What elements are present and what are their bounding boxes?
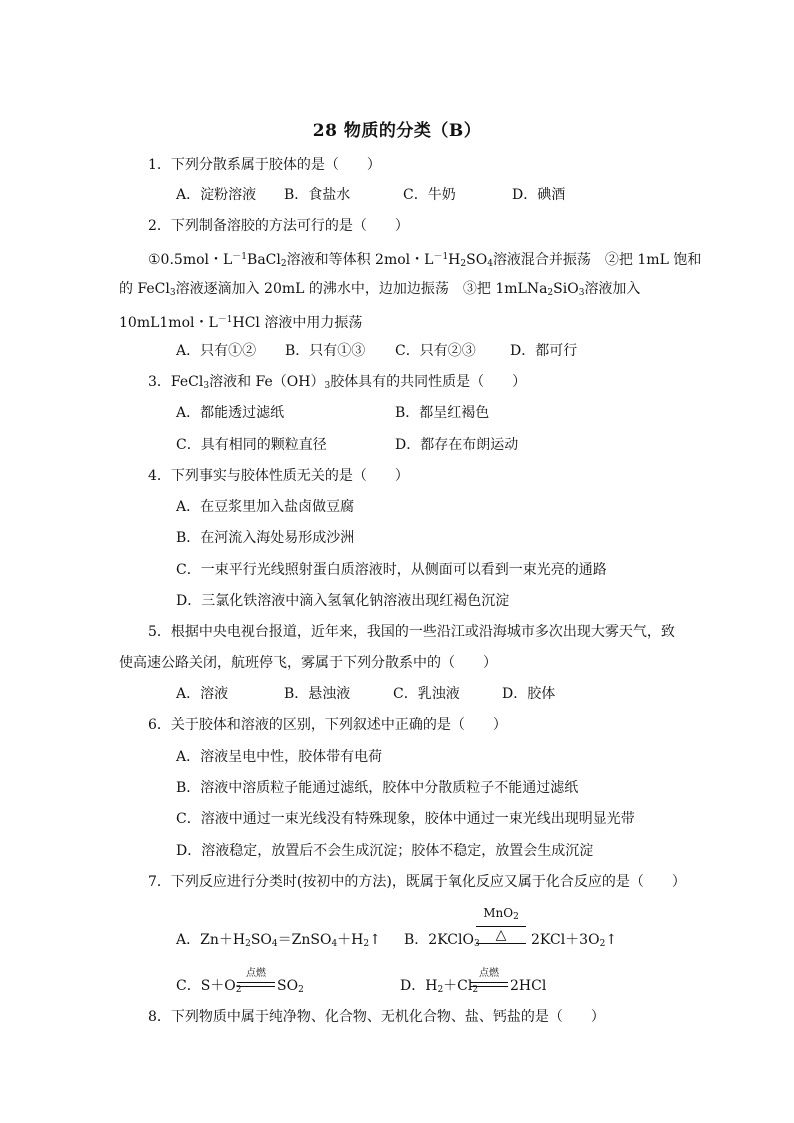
question-7-stem: 7．下列反应进行分类时(按初中的方法)，既属于氧化反应又属于化合反应的是（ ）: [148, 874, 686, 890]
question-7-option-b-product: $2KCl+3O_2↑$: [531, 932, 618, 949]
question-7-option-c-reactant: C．$S+O_2$: [176, 978, 242, 995]
question-7-option-d-product: 2HCl: [510, 978, 547, 994]
question-4-option-d: D．三氯化铁溶液中滴入氢氧化钠溶液出现红褐色沉淀: [176, 593, 510, 609]
question-6-option-c: C．溶液中通过一束光线没有特殊现象，胶体中通过一束光线出现明显光带: [176, 811, 635, 827]
question-7-option-b-heat-symbol: △: [495, 927, 507, 943]
question-7-option-d-bar-bottom: [470, 986, 508, 987]
question-2-line-1: ①0.5mol・$L^{-1}BaCl_2$溶液和等体积 2mol・$L^{-1}H_2SO_4$溶液混合并振荡 ②把 1mL 饱和: [148, 252, 702, 269]
question-5-option-b: B．悬浊液: [284, 686, 351, 702]
question-5-stem-line-1: 5．根据中央电视台报道，近年来，我国的一些沿江或沿海城市多次出现大雾天气，致: [148, 624, 675, 640]
question-3-option-d: D．都存在布朗运动: [395, 437, 519, 453]
question-4-option-c: C．一束平行光线照射蛋白质溶液时，从侧面可以看到一束光亮的通路: [176, 562, 607, 578]
question-7-option-c-condition: 点燃: [246, 968, 266, 979]
question-5-option-a: A．溶液: [176, 686, 229, 702]
question-2-option-d: D．都可行: [510, 343, 578, 359]
question-2-option-a: A．只有①②: [176, 343, 257, 359]
question-7-option-d-reactant: D．$H_2+Cl_2$: [400, 978, 479, 995]
question-3-option-b: B．都呈红褐色: [395, 405, 490, 421]
question-4-option-b: B．在河流入海处易形成沙洲: [176, 530, 355, 546]
question-1-option-a: A．淀粉溶液: [176, 187, 257, 203]
question-3-stem: 3．FeCl$_3$溶液和 $Fe(OH)_3$胶体具有的共同性质是（ ）: [148, 374, 527, 391]
question-2-option-b: B．只有①③: [285, 343, 366, 359]
question-8-stem: 8．下列物质中属于纯净物、化合物、无机化合物、盐、钙盐的是（ ）: [148, 1009, 605, 1025]
question-4-option-a: A．在豆浆里加入盐卤做豆腐: [176, 499, 355, 515]
question-6-stem: 6．关于胶体和溶液的区别，下列叙述中正确的是（ ）: [148, 717, 507, 733]
question-5-stem-line-2: 使高速公路关闭，航班停飞，雾属于下列分散系中的（ ）: [119, 655, 497, 671]
question-7-option-d-bar-top: [470, 982, 508, 983]
question-3-option-a: A．都能透过滤纸: [176, 405, 285, 421]
question-5-option-c: C．乳浊液: [393, 686, 460, 702]
question-7-option-b-catalyst: MnO$_2$: [483, 906, 519, 922]
question-7-option-c-bar-top: [237, 982, 275, 983]
question-7-option-c-bar-bottom: [237, 986, 275, 987]
question-7-option-c-product: $SO_2$: [277, 978, 304, 995]
question-6-option-b: B．溶液中溶质粒子能通过滤纸，胶体中分散质粒子不能通过滤纸: [176, 780, 579, 796]
question-2-line-3: 10mL1mol・$L^{-1}HCl$ 溶液中用力振荡: [119, 315, 363, 331]
question-7-option-d-condition: 点燃: [479, 968, 499, 979]
question-4-stem: 4．下列事实与胶体性质无关的是（ ）: [148, 468, 409, 484]
question-6-option-a: A．溶液呈电中性，胶体带有电荷: [176, 749, 383, 765]
question-2-option-c: C．只有②③: [395, 343, 476, 359]
question-1-option-c: C．牛奶: [403, 187, 456, 203]
question-7-option-b-bar-bottom: [476, 943, 526, 944]
question-1-option-d: D．碘酒: [512, 187, 566, 203]
question-5-option-d: D．胶体: [502, 686, 556, 702]
question-1-stem: 1．下列分散系属于胶体的是（ ）: [148, 157, 381, 173]
question-2-stem: 2．下列制备溶胶的方法可行的是（ ）: [148, 218, 409, 234]
question-1-option-b: B．食盐水: [284, 187, 351, 203]
question-7-option-b-reactant: B．2KClO$_3$: [404, 932, 480, 949]
question-2-line-2: 的 FeCl$_3$溶液逐滴加入 20mL 的沸水中，边加边振荡 ③把 1mLNa$_2$SiO$_3$溶液加入: [119, 281, 641, 298]
question-7-option-a: A．$Zn+H_2SO_4=ZnSO_4+H_2↑$: [176, 932, 381, 949]
page-title: 28 物质的分类（B）: [312, 121, 482, 141]
question-3-option-c: C．具有相同的颗粒直径: [176, 437, 327, 453]
question-6-option-d: D．溶液稳定，放置后不会生成沉淀；胶体不稳定，放置会生成沉淀: [176, 843, 594, 859]
